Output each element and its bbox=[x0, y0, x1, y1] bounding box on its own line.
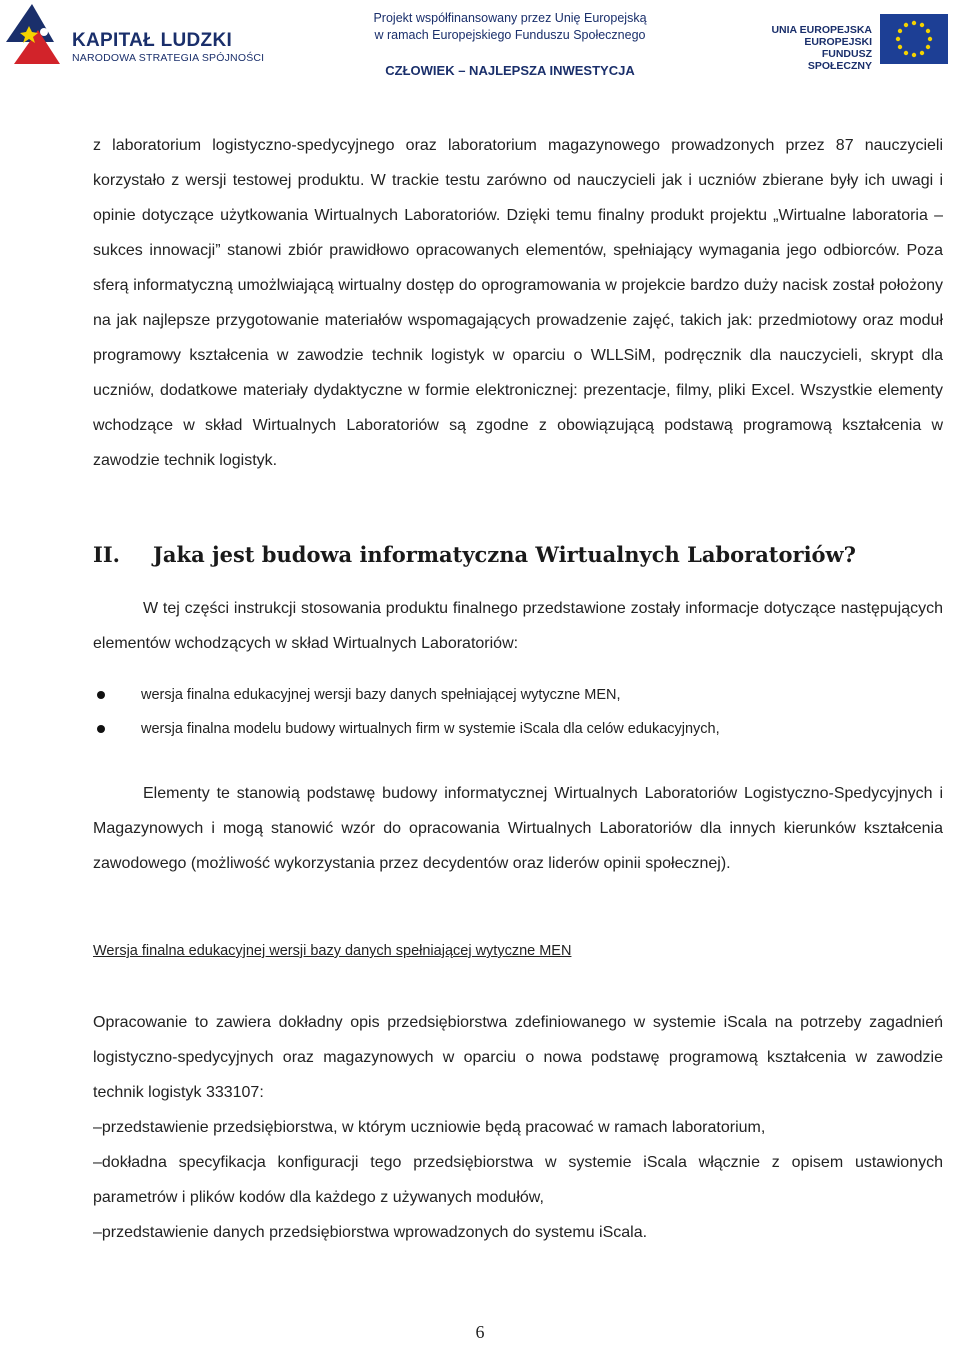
intro-paragraph: z laboratorium logistyczno-spedycyjnego oraz laboratorium magazynowego prowadzonych przez 87 nauczycieli korzystało z wersji testowej produktu. W trackie testu zarówno od nauczycieli jak i uczniów zbierane były ich uwagi i opinie dotyczące użytkowania Wirtualnych Laboratoriów. Dzięki temu finalny produkt projektu „Wirtualne laboratoria – sukces innowacji” stanowi zbiór prawidłowo opracowanych elementów, spełniający wymagania jego odbiorców. Poza sferą informatyczną umożlwiającą wirtualny dostęp do oprogramowania w projekcie bardzo duży nacisk został położony na jak najlepsze przygotowanie materiałów wspomagających prowadzenie zajęć, takich jak: przedmiotowy oraz moduł programowy kształcenia w zawodzie technik logistyk w oparciu o WLLSiM, podręcznik dla nauczycieli, skrypt dla uczniów, dodatkowe materiały dydaktyczne w formie elektronicznej: prezentacje, filmy, pliki Excel. Wszystkie elementy wchodzące w skład Wirtualnych Laboratoriów są zgodne z obowiązującą podstawą programową kształcenia w zawodzie technik logistyk. bbox=[93, 137, 943, 469]
eu-line-2: EUROPEJSKI bbox=[804, 36, 872, 48]
section-heading bbox=[93, 542, 943, 567]
logo-subtitle: NARODOWA STRATEGIA SPÓJNOŚCI bbox=[72, 52, 265, 64]
funding-line-1: Projekt współfinansowany przez Unię Europejską bbox=[373, 11, 647, 25]
section-title: Jaka jest budowa informatyczna Wirtualnych Laboratoriów? bbox=[153, 542, 856, 567]
description-paragraph: Opracowanie to zawiera dokładny opis przedsiębiorstwa zdefiniowanego w systemie iScala na potrzeby zagadnień logistyczno-spedycyjnych oraz magazynowych w oparciu o nowa podstawę programową kształcenia w zawodzie technik logistyk 333107: bbox=[93, 1014, 943, 1101]
eu-logo-text bbox=[760, 24, 872, 72]
eu-flag-icon bbox=[880, 14, 948, 64]
elements-paragraph: Elementy te stanowią podstawę budowy informatycznej Wirtualnych Laboratoriów Logistyczno-Spedycyjnych i Magazynowych i mogą stanowić wzór do opracowania Wirtualnych Laboratoriów dla innych kierunków kształcenia zawodowego (możliwość wykorzystania przez decydentów oraz liderów opinii społecznej). bbox=[93, 785, 943, 872]
page-number: 6 bbox=[475, 1322, 485, 1342]
list-item: –dokładna specyfikacja konfiguracji tego przedsiębiorstwa w systemie iScala włącznie z opisem ustawionych parametrów i plików kodów dla każdego z używanych modułów, bbox=[93, 1154, 943, 1206]
bullet-icon bbox=[97, 691, 105, 699]
dash-list bbox=[93, 1110, 943, 1250]
intro-block bbox=[93, 128, 943, 478]
page-header bbox=[0, 0, 960, 90]
list-item: wersja finalna modelu budowy wirtualnych firm w systemie iScala dla celów edukacyjnych, bbox=[93, 712, 943, 746]
funding-statement bbox=[340, 10, 680, 44]
slogan: CZŁOWIEK – NAJLEPSZA INWESTYCJA bbox=[385, 63, 635, 78]
list-item: wersja finalna edukacyjnej wersji bazy danych spełniającej wytyczne MEN, bbox=[93, 678, 943, 712]
section-number: II. bbox=[93, 542, 120, 567]
eu-line-1: UNIA EUROPEJSKA bbox=[771, 24, 872, 36]
eu-line-3: FUNDUSZ SPOŁECZNY bbox=[807, 48, 872, 72]
funding-line-2: w ramach Europejskiego Funduszu Społecznego bbox=[374, 28, 646, 42]
list-item: –przedstawienie przedsiębiorstwa, w którym uczniowie będą pracować w ramach laboratorium, bbox=[93, 1119, 766, 1136]
logo-title: KAPITAŁ LUDZKI bbox=[72, 30, 233, 51]
bullet-icon bbox=[97, 725, 105, 733]
list-item: –przedstawienie danych przedsiębiorstwa wprowadzonych do systemu iScala. bbox=[93, 1224, 648, 1241]
section-intro: W tej części instrukcji stosowania produktu finalnego przedstawione zostały informacje dotyczące następujących elementów wchodzących w skład Wirtualnych Laboratoriów: bbox=[93, 600, 943, 652]
elements-list bbox=[93, 678, 943, 746]
subheading: Wersja finalna edukacyjnej wersji bazy danych spełniającej wytyczne MEN bbox=[93, 943, 572, 959]
